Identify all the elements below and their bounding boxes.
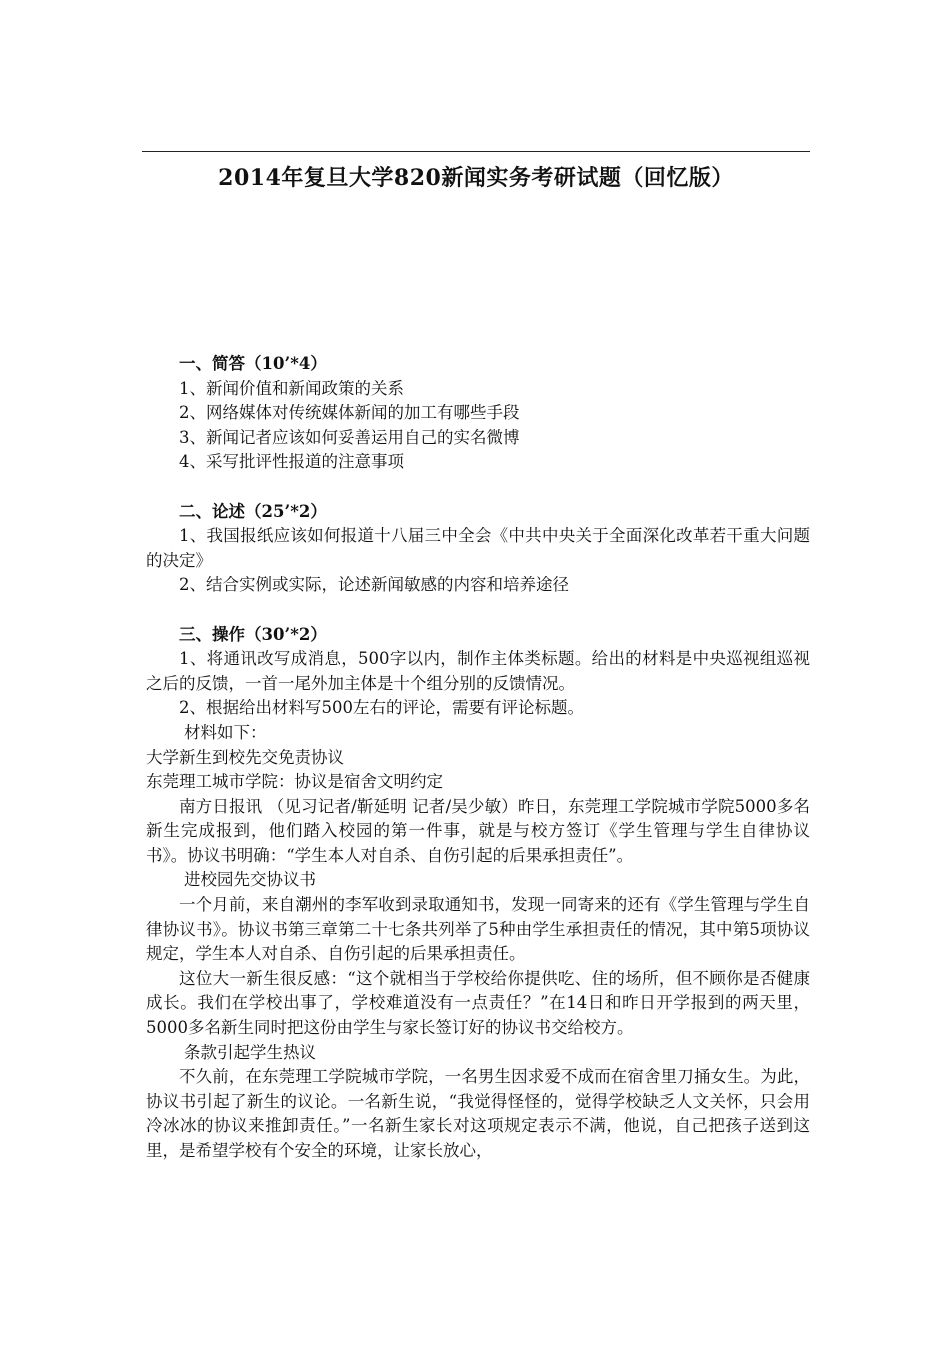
material-subhead: 条款引起学生热议	[184, 1042, 316, 1062]
material-headline: 大学新生到校先交免责协议	[146, 747, 344, 767]
material-subheadline: 东莞理工城市学院：协议是宿舍文明约定	[146, 772, 443, 792]
spacer	[146, 598, 810, 623]
spacer	[146, 475, 810, 500]
material-subhead: 进校园先交协议书	[184, 870, 316, 890]
section-heading-essay: 二、论述（25’*2）	[179, 501, 327, 521]
material-paragraph: 不久前，在东莞理工学院城市学院，一名男生因求爱不成而在宿舍里刀捅女生。为此，协议书引起了新生的议论。一名新生说，“我觉得怪怪的，觉得学校缺乏人文关怀，只会用冷冰冰的协议来推卸责任。”一名新生家长对这项规定表示不满，他说，自己把孩子送到这里，是希望学校有个安全的环境，让家长放心，	[146, 1067, 810, 1160]
question-item: 2、网络媒体对传统媒体新闻的加工有哪些手段	[179, 403, 520, 423]
question-item: 1、将通讯改写成消息，500字以内，制作主体类标题。给出的材料是中央巡视组巡视之后的反馈，一首一尾外加主体是十个组分别的反馈情况。	[146, 649, 810, 693]
question-item: 3、新闻记者应该如何妥善运用自己的实名微博	[179, 427, 520, 447]
material-paragraph: 这位大一新生很反感：“这个就相当于学校给你提供吃、住的场所，但不顾你是否健康成长。我们在学校出事了，学校难道没有一点责任？”在14日和昨日开学报到的两天里，5000多名新生同时把这份由学生与家长签订好的协议书交给校方。	[146, 968, 810, 1038]
material-paragraph: 一个月前，来自潮州的李军收到录取通知书，发现一同寄来的还有《学生管理与学生自律协议书》。协议书第三章第二十七条共列举了5种由学生承担责任的情况，其中第5项协议规定，学生本人对自杀、自伤引起的后果承担责任。	[146, 895, 810, 964]
header-rule	[142, 151, 810, 152]
question-item: 1、新闻价值和新闻政策的关系	[179, 378, 404, 398]
document-body	[146, 352, 810, 1164]
section-heading-practice: 三、操作（30’*2）	[179, 624, 327, 644]
document-title: 2014年复旦大学820新闻实务考研试题（回忆版）	[218, 165, 734, 191]
question-item: 1、我国报纸应该如何报道十八届三中全会《中共中央关于全面深化改革若干重大问题的决定》	[146, 526, 810, 570]
material-paragraph: 南方日报讯 （见习记者/靳延明 记者/吴少敏）昨日，东莞理工学院城市学院5000多名新生完成报到，他们踏入校园的第一件事，就是与校方签订《学生管理与学生自律协议书》。协议书明确：“学生本人对自杀、自伤引起的后果承担责任”。	[146, 796, 810, 865]
question-item: 2、结合实例或实际，论述新闻敏感的内容和培养途径	[179, 575, 569, 595]
section-heading-short-answer: 一、简答（10’*4）	[179, 354, 327, 373]
question-item: 4、采写批评性报道的注意事项	[179, 452, 404, 472]
material-intro: 材料如下：	[184, 722, 267, 742]
question-item: 2、根据给出材料写500左右的评论，需要有评论标题。	[179, 698, 584, 718]
